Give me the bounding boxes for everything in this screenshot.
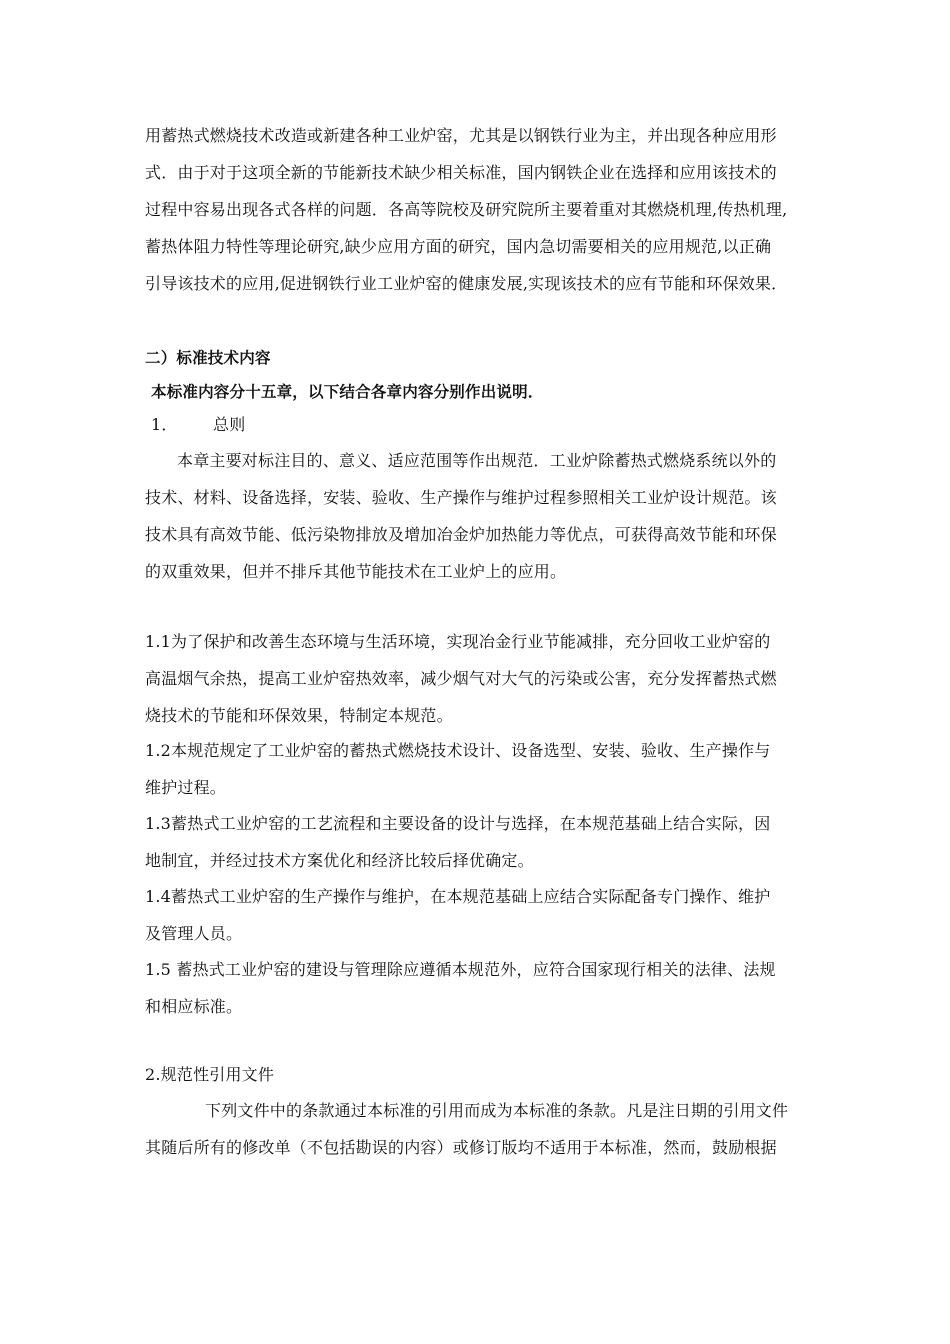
clause-1-3-line-1: 1.3蓄热式工业炉窑的工艺流程和主要设备的设计与选择，在本规范基础上结合实际，因 [145, 814, 771, 833]
intro-line-2: 式．由于对于这项全新的节能新技术缺少相关标准，国内钢铁企业在选择和应用该技术的 [145, 163, 777, 182]
chapter-1-title: 总则 [213, 415, 246, 434]
chapter-1-para-line-3: 技术具有高效节能、低污染物排放及增加冶金炉加热能力等优点，可获得高效节能和环保 [145, 525, 777, 544]
chapter-1-para-line-2: 技术、材料、设备选择，安装、验收、生产操作与维护过程参照相关工业炉设计规范。该 [145, 488, 777, 507]
chapter-1-para-line-1: 本章主要对标注目的、意义、适应范围等作出规范．工业炉除蓄热式燃烧系统以外的 [177, 451, 777, 470]
clause-1-4-line-2: 及管理人员。 [145, 924, 243, 943]
intro-line-4: 蓄热体阻力特性等理论研究,缺少应用方面的研究，国内急切需要相关的应用规范,以正确 [145, 237, 772, 256]
chapter-1-title-row [151, 415, 821, 435]
clause-1-2-line-1: 1.2本规范规定了工业炉窑的蓄热式燃烧技术设计、设备选型、安装、验收、生产操作与 [145, 741, 771, 760]
clause-1-5-line-2: 和相应标准。 [145, 997, 243, 1016]
clause-1-3-line-2: 地制宜，并经过技术方案优化和经济比较后择优确定。 [145, 851, 534, 870]
clause-1-1-line-3: 烧技术的节能和环保效果，特制定本规范。 [145, 706, 453, 725]
clause-1-1-line-1: 1.1为了保护和改善生态环境与生活环境，实现冶金行业节能减排，充分回收工业炉窑的 [145, 632, 771, 651]
intro-line-5: 引导该技术的应用,促进钢铁行业工业炉窑的健康发展,实现该技术的应有节能和环保效果． [145, 274, 788, 293]
chapter-1-para-line-4: 的双重效果，但并不排斥其他节能技术在工业炉上的应用。 [145, 562, 567, 581]
chapter-2-para-line-2: 其随后所有的修改单（不包括勘误的内容）或修订版均不适用于本标准，然而，鼓励根据 [145, 1138, 777, 1157]
section-subheading: 本标准内容分十五章，以下结合各章内容分别作出说明． [151, 383, 544, 401]
chapter-1-number: 1． [151, 415, 178, 434]
chapter-2-para-line-1: 下列文件中的条款通过本标准的引用而成为本标准的条款。凡是注日期的引用文件 [205, 1101, 789, 1120]
clause-1-4-line-1: 1.4蓄热式工业炉窑的生产操作与维护，在本规范基础上应结合实际配备专门操作、维护 [145, 887, 771, 906]
intro-line-3: 过程中容易出现各式各样的问题．各高等院校及研究院所主要着重对其燃烧机理,传热机理, [145, 200, 788, 219]
chapter-2-title: 2.规范性引用文件 [145, 1065, 275, 1084]
clause-1-5-line-1: 1.5 蓄热式工业炉窑的建设与管理除应遵循本规范外，应符合国家现行相关的法律、法规 [145, 960, 776, 979]
clause-1-2-line-2: 维护过程。 [145, 778, 227, 797]
section-heading: 二）标准技术内容 [145, 349, 271, 367]
clause-1-1-line-2: 高温烟气余热，提高工业炉窑热效率，减少烟气对大气的污染或公害，充分发挥蓄热式燃 [145, 669, 777, 688]
intro-line-1: 用蓄热式燃烧技术改造或新建各种工业炉窑，尤其是以钢铁行业为主，并出现各种应用形 [145, 126, 777, 145]
